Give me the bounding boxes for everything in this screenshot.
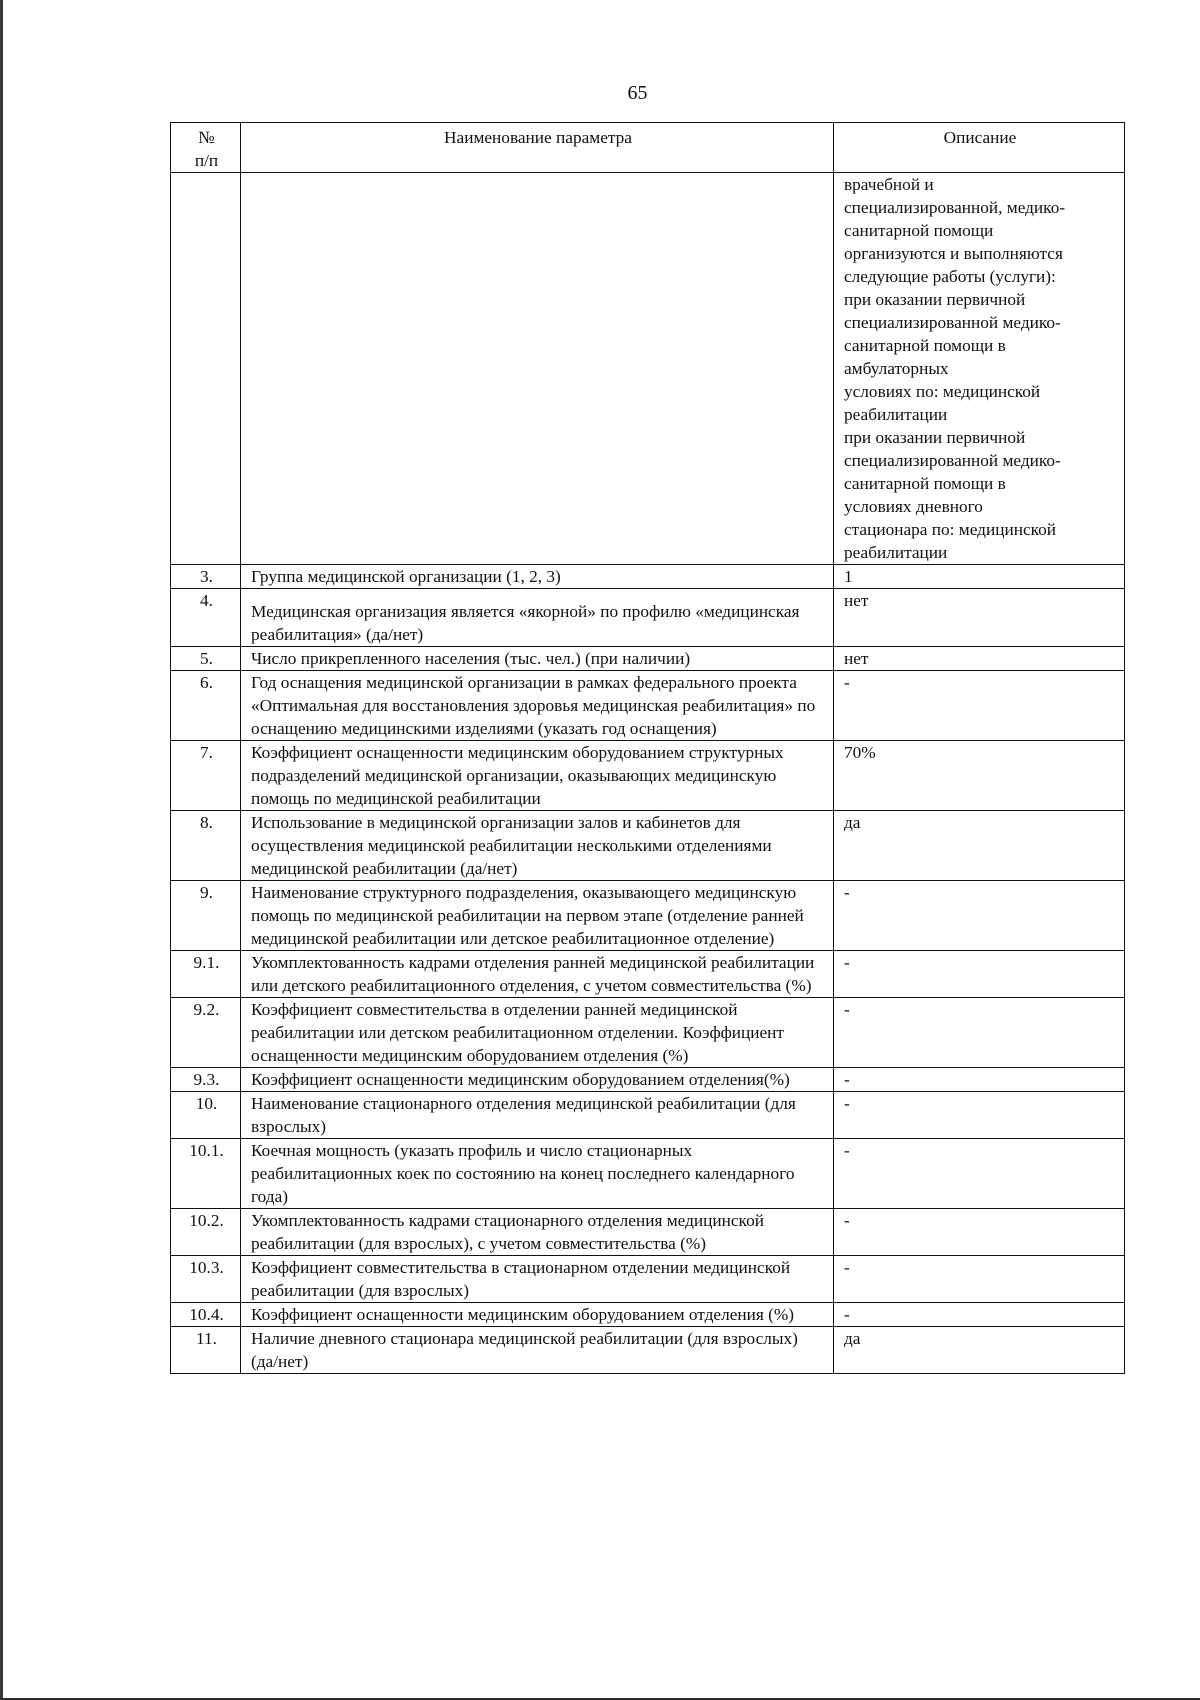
row-description: - (834, 881, 1125, 951)
row-description: - (834, 671, 1125, 741)
row-number: 10.4. (171, 1303, 241, 1327)
header-description: Описание (834, 123, 1125, 173)
row-number: 9.2. (171, 998, 241, 1068)
row-parameter-name: Коэффициент оснащенности медицинским оборудованием отделения (%) (241, 1303, 834, 1327)
row-description: 1 (834, 565, 1125, 589)
row-parameter-name (241, 173, 834, 565)
row-description: да (834, 1327, 1125, 1374)
row-number: 3. (171, 565, 241, 589)
table-row (171, 1327, 1125, 1374)
table-row (171, 1139, 1125, 1209)
row-description: да (834, 811, 1125, 881)
row-description: врачебной и специализированной, медико- санитарной помощи организуются и выполняются следующие работы (услуги): при оказании первичной специализированной медико- санитарной помощи в амбулаторных условиях по: медицинской реабилитации при оказании первичной специализированной медико- санитарной помощи в условиях дневного стационара по: медицинской реабилитации (834, 173, 1125, 565)
scan-edge-left (0, 0, 3, 1700)
row-number: 8. (171, 811, 241, 881)
row-parameter-name: Коэффициент совместительства в отделении ранней медицинской реабилитации или детском реабилитационном отделении. Коэффициент оснащенности медицинским оборудованием отделения (%) (241, 998, 834, 1068)
parameters-table (170, 122, 1125, 1374)
row-parameter-name: Коечная мощность (указать профиль и число стационарных реабилитационных коек по состоянию на конец последнего календарного года) (241, 1139, 834, 1209)
row-description: - (834, 1139, 1125, 1209)
row-description: - (834, 998, 1125, 1068)
table-row (171, 589, 1125, 647)
row-description: - (834, 1303, 1125, 1327)
row-number: 5. (171, 647, 241, 671)
row-description: - (834, 1209, 1125, 1256)
header-number: № п/п (171, 123, 241, 173)
table-row (171, 811, 1125, 881)
table-row (171, 1256, 1125, 1303)
row-parameter-name: Укомплектованность кадрами отделения ранней медицинской реабилитации или детского реабилитационного отделения, с учетом совместительства (%) (241, 951, 834, 998)
row-parameter-name: Группа медицинской организации (1, 2, 3) (241, 565, 834, 589)
row-parameter-name: Наименование стационарного отделения медицинской реабилитации (для взрослых) (241, 1092, 834, 1139)
row-parameter-name: Использование в медицинской организации залов и кабинетов для осуществления медицинской реабилитации несколькими отделениями медицинской реабилитации (да/нет) (241, 811, 834, 881)
row-number: 10.3. (171, 1256, 241, 1303)
row-parameter-name: Укомплектованность кадрами стационарного отделения медицинской реабилитации (для взрослых), с учетом совместительства (%) (241, 1209, 834, 1256)
table-row (171, 881, 1125, 951)
table-row (171, 951, 1125, 998)
table-row-continued (171, 173, 1125, 565)
row-number: 6. (171, 671, 241, 741)
header-parameter-name: Наименование параметра (241, 123, 834, 173)
row-description: - (834, 1092, 1125, 1139)
row-number: 7. (171, 741, 241, 811)
row-description: 70% (834, 741, 1125, 811)
table-row (171, 1303, 1125, 1327)
row-number (171, 173, 241, 565)
row-parameter-name: Год оснащения медицинской организации в рамках федерального проекта «Оптимальная для восстановления здоровья медицинская реабилитация» по оснащению медицинскими изделиями (указать год оснащения) (241, 671, 834, 741)
table-header-row (171, 123, 1125, 173)
row-number: 10.2. (171, 1209, 241, 1256)
row-description: - (834, 1256, 1125, 1303)
row-number: 10. (171, 1092, 241, 1139)
row-parameter-name: Коэффициент совместительства в стационарном отделении медицинской реабилитации (для взрослых) (241, 1256, 834, 1303)
table-row (171, 671, 1125, 741)
table-row (171, 1209, 1125, 1256)
table-row (171, 1068, 1125, 1092)
row-description: нет (834, 589, 1125, 647)
row-parameter-name: Наличие дневного стационара медицинской реабилитации (для взрослых) (да/нет) (241, 1327, 834, 1374)
row-parameter-name: Коэффициент оснащенности медицинским оборудованием отделения(%) (241, 1068, 834, 1092)
row-description: - (834, 1068, 1125, 1092)
row-number: 9.1. (171, 951, 241, 998)
table-row (171, 565, 1125, 589)
row-parameter-name: Наименование структурного подразделения, оказывающего медицинскую помощь по медицинской реабилитации на первом этапе (отделение ранней медицинской реабилитации или детское реабилитационное отделение) (241, 881, 834, 951)
row-number: 11. (171, 1327, 241, 1374)
page-number: 65 (627, 82, 648, 104)
table-row (171, 1092, 1125, 1139)
row-number: 9. (171, 881, 241, 951)
row-parameter-name: Число прикрепленного населения (тыс. чел.) (при наличии) (241, 647, 834, 671)
row-description: нет (834, 647, 1125, 671)
table-row (171, 998, 1125, 1068)
row-description: - (834, 951, 1125, 998)
table-row (171, 741, 1125, 811)
row-number: 4. (171, 589, 241, 647)
row-parameter-name: Медицинская организация является «якорной» по профилю «медицинская реабилитация» (да/нет) (241, 589, 834, 647)
table-row (171, 647, 1125, 671)
row-number: 9.3. (171, 1068, 241, 1092)
row-parameter-name: Коэффициент оснащенности медицинским оборудованием структурных подразделений медицинской организации, оказывающих медицинскую помощь по медицинской реабилитации (241, 741, 834, 811)
row-number: 10.1. (171, 1139, 241, 1209)
